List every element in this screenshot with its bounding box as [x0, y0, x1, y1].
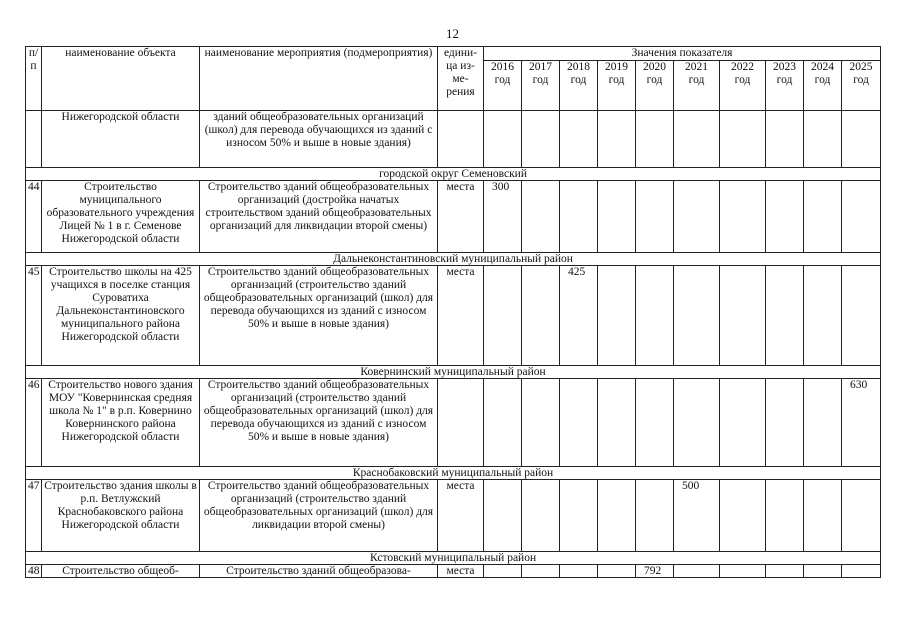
header-year: 2021 год	[674, 61, 720, 111]
header-year: 2018 год	[560, 61, 598, 111]
section-title: Кстовский муниципальный район	[26, 552, 881, 565]
value-cell	[842, 565, 881, 578]
value-cell	[522, 565, 560, 578]
value-cell	[674, 565, 720, 578]
section-title: Краснобаковский муниципальный район	[26, 467, 881, 480]
value-cell: 500	[674, 480, 720, 552]
value-cell	[522, 266, 560, 366]
value-cell	[636, 480, 674, 552]
table-row	[26, 111, 881, 168]
value-cell	[522, 379, 560, 467]
value-cell	[842, 480, 881, 552]
value-cell	[766, 565, 804, 578]
row-number: 46	[26, 379, 42, 467]
section-title: Дальнеконстантиновский муниципальный район	[26, 253, 881, 266]
value-cell	[842, 266, 881, 366]
value-cell	[484, 266, 522, 366]
value-cell	[636, 181, 674, 253]
value-cell	[598, 565, 636, 578]
value-cell	[766, 266, 804, 366]
value-cell	[842, 181, 881, 253]
row-number: 47	[26, 480, 42, 552]
table-row	[26, 181, 881, 253]
value-cell	[484, 565, 522, 578]
table-row	[26, 480, 881, 552]
header-year: 2024 год	[804, 61, 842, 111]
value-cell	[598, 181, 636, 253]
value-cell: 630	[842, 379, 881, 467]
section-row	[26, 168, 881, 181]
value-cell	[804, 379, 842, 467]
value-cell	[484, 379, 522, 467]
value-cell	[720, 181, 766, 253]
row-number: 45	[26, 266, 42, 366]
header-year: 2019 год	[598, 61, 636, 111]
value-cell	[766, 379, 804, 467]
value-cell	[720, 565, 766, 578]
value-cell	[598, 480, 636, 552]
row-number: 44	[26, 181, 42, 253]
row-number: 48	[26, 565, 42, 578]
measure-cell: Строительство зданий общеобразова-	[200, 565, 438, 578]
measure-cell: Строительство зданий общеобразовательных организаций (строительство зданий общеобразовательных организаций (школ) для перевода обучающихся из зданий с износом 50% и выше в новые здания)	[200, 266, 438, 366]
page-number: 12	[446, 26, 459, 41]
object-cell: Строительство общеоб-	[42, 565, 200, 578]
header-year: 2022 год	[720, 61, 766, 111]
indicator-table	[25, 46, 881, 578]
header-values: Значения показателя	[484, 47, 881, 61]
header-object: наименование объекта	[42, 47, 200, 111]
table-row	[26, 266, 881, 366]
section-row	[26, 253, 881, 266]
object-cell: Нижегородской области	[42, 111, 200, 168]
value-cell	[804, 181, 842, 253]
unit-cell: места	[438, 266, 484, 366]
value-cell	[720, 480, 766, 552]
value-cell	[766, 181, 804, 253]
header-unit: едини-ца из-ме-рения	[438, 47, 484, 111]
value-cell	[720, 379, 766, 467]
object-cell: Строительство школы на 425 учащихся в поселке станция Суроватиха Дальнеконстантиновского муниципального района Нижегородской области	[42, 266, 200, 366]
header-num: п/п	[26, 47, 42, 111]
value-cell	[636, 379, 674, 467]
value-cell	[598, 379, 636, 467]
measure-cell: Строительство зданий общеобразовательных организаций (строительство зданий общеобразовательных организаций (школ) для ликвидации второй смены)	[200, 480, 438, 552]
object-cell: Строительство муниципального образовательного учреждения Лицей № 1 в г. Семенове Нижегородской области	[42, 181, 200, 253]
value-cell: 425	[560, 266, 598, 366]
object-cell: Строительство нового здания МОУ "Ковернинская средняя школа № 1" в р.п. Ковернино Ковернинского района Нижегородской области	[42, 379, 200, 467]
value-cell	[560, 480, 598, 552]
unit-cell: места	[438, 565, 484, 578]
measure-cell: Строительство зданий общеобразовательных организаций (достройка начатых строительством зданий общеобразовательных организаций для ликвидации второй смены)	[200, 181, 438, 253]
section-row	[26, 366, 881, 379]
header-year: 2016 год	[484, 61, 522, 111]
value-cell	[804, 266, 842, 366]
value-cell	[636, 266, 674, 366]
header-year: 2017 год	[522, 61, 560, 111]
section-row	[26, 552, 881, 565]
value-cell	[674, 266, 720, 366]
section-row	[26, 467, 881, 480]
value-cell: 300	[484, 181, 522, 253]
unit-cell: места	[438, 480, 484, 552]
object-cell: Строительство здания школы в р.п. Ветлужский Краснобаковского района Нижегородской области	[42, 480, 200, 552]
unit-cell	[438, 379, 484, 467]
value-cell	[674, 181, 720, 253]
section-title: Ковернинский муниципальный район	[26, 366, 881, 379]
value-cell	[720, 266, 766, 366]
value-cell	[522, 480, 560, 552]
value-cell	[804, 565, 842, 578]
header-year: 2020 год	[636, 61, 674, 111]
value-cell	[766, 480, 804, 552]
value-cell	[674, 379, 720, 467]
value-cell: 792	[636, 565, 674, 578]
header-measure: наименование мероприятия (подмероприятия)	[200, 47, 438, 111]
measure-cell: Строительство зданий общеобразовательных организаций (строительство зданий общеобразовательных организаций (школ) для перевода обучающихся из зданий с износом 50% и выше в новые здания)	[200, 379, 438, 467]
section-title: городской округ Семеновский	[26, 168, 881, 181]
table-row	[26, 565, 881, 578]
value-cell	[804, 480, 842, 552]
unit-cell: места	[438, 181, 484, 253]
table-row	[26, 379, 881, 467]
header-year: 2025 год	[842, 61, 881, 111]
value-cell	[484, 480, 522, 552]
value-cell	[560, 379, 598, 467]
value-cell	[560, 181, 598, 253]
header-year: 2023 год	[766, 61, 804, 111]
value-cell	[560, 565, 598, 578]
value-cell	[522, 181, 560, 253]
measure-cell: зданий общеобразовательных организаций (школ) для перевода обучающихся из зданий с износом 50% и выше в новые здания)	[200, 111, 438, 168]
value-cell	[598, 266, 636, 366]
